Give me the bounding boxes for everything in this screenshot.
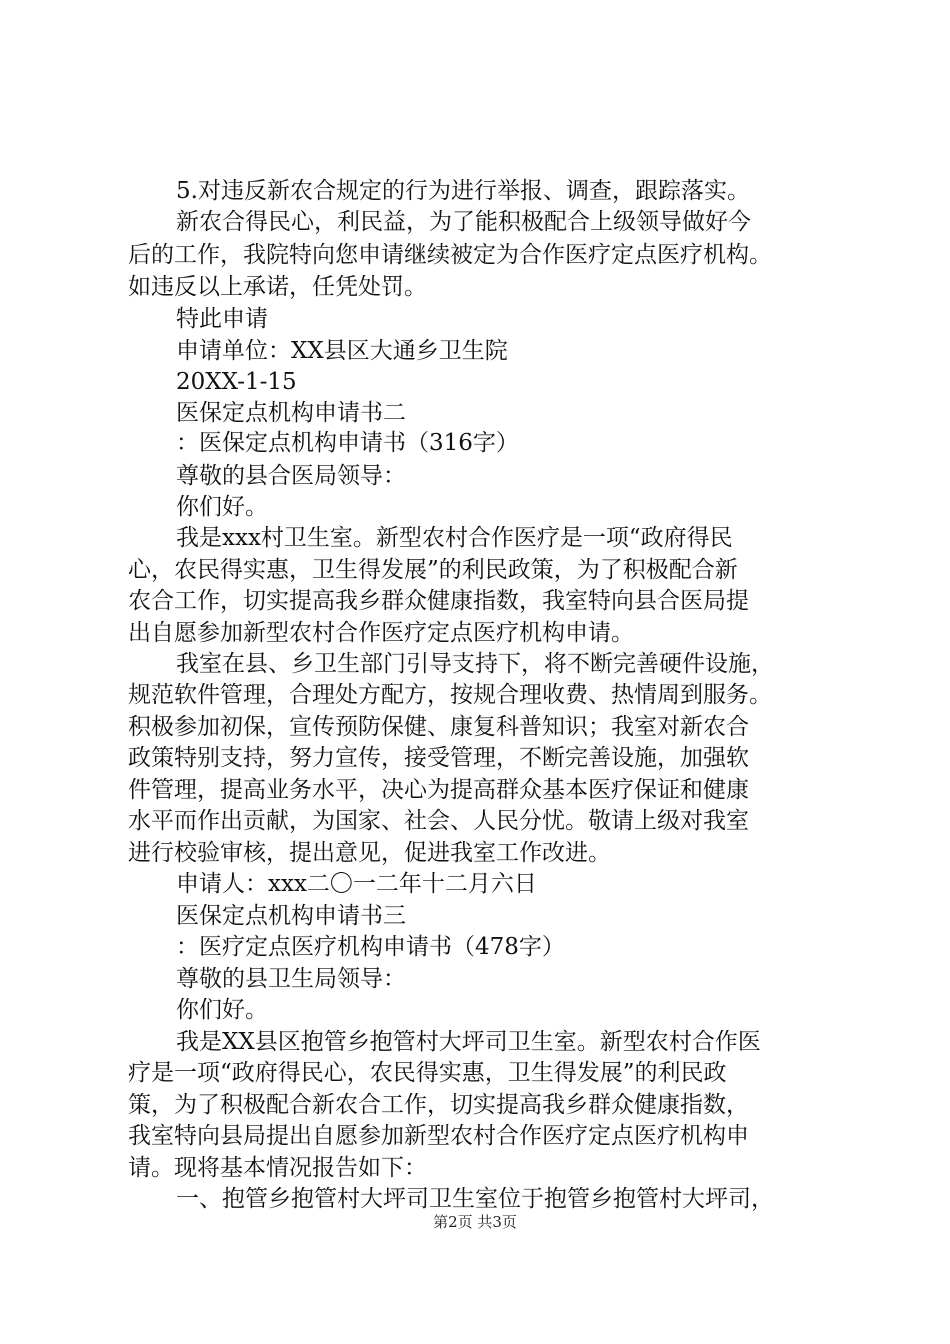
text-line: 我室在县、乡卫生部门引导支持下，将不断完善硬件设施，	[176, 651, 774, 677]
text-line: 进行校验审核，提出意见，促进我室工作改进。	[128, 840, 611, 866]
page-number-footer: 第2页 共3页	[433, 1213, 517, 1231]
text-line: 特此申请	[176, 306, 268, 332]
text-line: 医保定点机构申请书三	[176, 903, 406, 929]
text-line: 尊敬的县合医局领导：	[176, 463, 406, 489]
text-line: ：医保定点机构申请书（316字）	[176, 430, 519, 456]
text-line: 请。现将基本情况报告如下：	[128, 1155, 427, 1181]
text-line: 政策特别支持，努力宣传，接受管理，不断完善设施，加强软	[128, 745, 749, 771]
text-line: 你们好。	[176, 997, 268, 1023]
text-line: 我是xxx村卫生室。新型农村合作医疗是一项“政府得民	[176, 525, 733, 551]
text-line: 我室特向县局提出自愿参加新型农村合作医疗定点医疗机构申	[128, 1123, 749, 1149]
text-line: 申请人：xxx二〇一二年十二月六日	[176, 871, 537, 897]
text-line: 申请单位：XX县区大通乡卫生院	[176, 338, 508, 364]
text-line: 农合工作，切实提高我乡群众健康指数，我室特向县合医局提	[128, 588, 749, 614]
text-line: 心，农民得实惠，卫生得发展”的利民政策，为了积极配合新	[128, 557, 738, 583]
text-line: 医保定点机构申请书二	[176, 400, 406, 426]
text-line: 出自愿参加新型农村合作医疗定点医疗机构申请。	[128, 620, 634, 646]
text-line: 5.对违反新农合规定的行为进行举报、调查，跟踪落实。	[176, 178, 750, 204]
text-line: 一、抱管乡抱管村大坪司卫生室位于抱管乡抱管村大坪司，	[176, 1186, 774, 1212]
text-line: 疗是一项“政府得民心，农民得实惠，卫生得发展”的利民政	[128, 1060, 727, 1086]
text-line: 如违反以上承诺，任凭处罚。	[128, 274, 427, 300]
text-line: 新农合得民心，利民益，为了能积极配合上级领导做好今	[176, 209, 751, 235]
text-line: 后的工作，我院特向您申请继续被定为合作医疗定点医疗机构。	[128, 242, 772, 268]
text-line: 20XX-1-15	[176, 369, 297, 395]
text-line: 策，为了积极配合新农合工作，切实提高我乡群众健康指数，	[128, 1092, 749, 1118]
text-line: 水平而作出贡献，为国家、社会、人民分忧。敬请上级对我室	[128, 808, 749, 834]
text-line: 件管理，提高业务水平，决心为提高群众基本医疗保证和健康	[128, 777, 749, 803]
text-line: 规范软件管理，合理处方配方，按规合理收费、热情周到服务。	[128, 682, 772, 708]
text-line: 你们好。	[176, 494, 268, 520]
text-line: ：医疗定点医疗机构申请书（478字）	[176, 934, 565, 960]
text-line: 我是XX县区抱管乡抱管村大坪司卫生室。新型农村合作医	[176, 1029, 761, 1055]
text-line: 尊敬的县卫生局领导：	[176, 966, 406, 992]
text-line: 积极参加初保，宣传预防保健、康复科普知识；我室对新农合	[128, 714, 749, 740]
